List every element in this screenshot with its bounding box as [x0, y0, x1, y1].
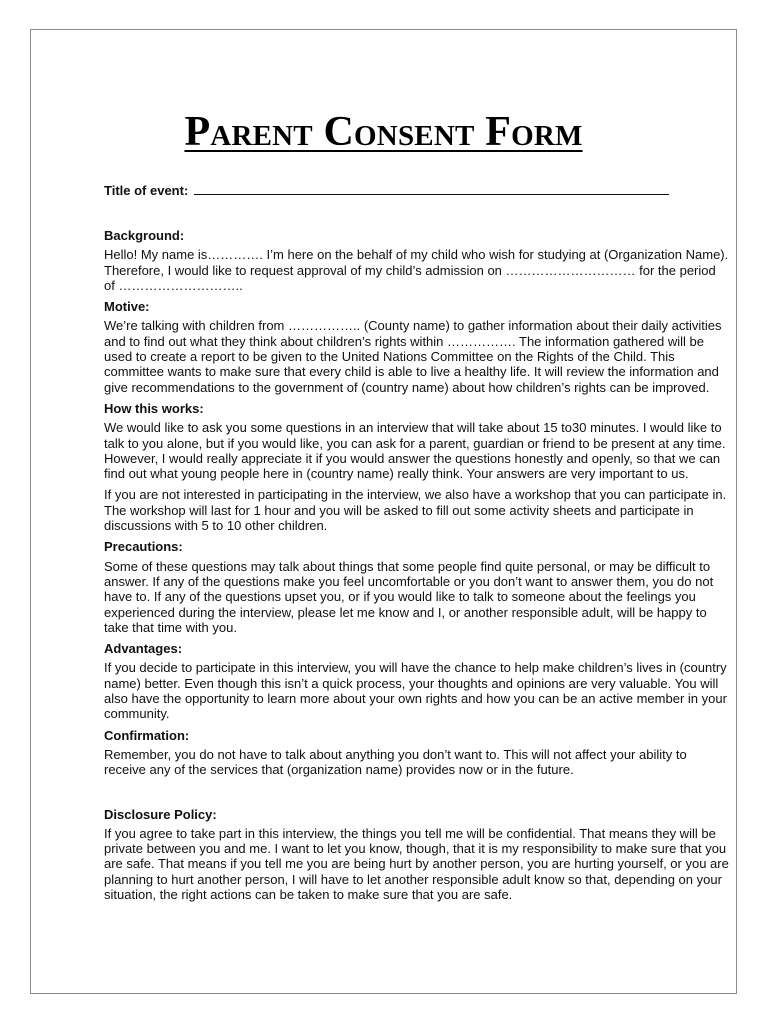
disclosure-policy-heading: Disclosure Policy: [104, 806, 217, 822]
form-body [104, 182, 729, 902]
motive-text: We’re talking with children from …………….. (County name) to gather information about their daily activities and to find out what they think about children’s rights within ……………. The information gathered will be used to create a report to be given to the United Nations Committee on the Rights of the Child. This committee wants to make sure that every child is able to live a healthy life. It will review the information and give recommendations to the government of (country name) about how children’s rights can be improved. [104, 318, 722, 395]
event-title-row [104, 182, 729, 202]
precautions-text: Some of these questions may talk about things that some people find quite personal, or may be difficult to answer. If any of the questions make you feel uncomfortable or you don’t want to answer them, you do not have to. If any of the questions upset you, or if you would like to talk to someone about the feelings you experienced during the interview, please let me know and I, or another responsible adult, will be happy to take that time with you. [104, 558, 714, 635]
precautions-heading: Precautions: [104, 539, 183, 555]
how-this-works-heading: How this works: [104, 400, 204, 416]
event-title-label: Title of event: [104, 183, 189, 198]
advantages-text: If you decide to participate in this interview, you will have the chance to help make children’s lives in (country name) better. Even though this isn’t a quick process, your thoughts and opinions are very valuable. You will also have the opportunity to learn more about your own rights and how you can be an active member in your community. [104, 660, 727, 722]
confirmation-text: Remember, you do not have to talk about anything you don’t want to. This will not affect your ability to receive any of the services that (organization name) provides now or in the future. [104, 746, 687, 778]
how-this-works-text-2: If you are not interested in participating in the interview, we also have a workshop that you can participate in. The workshop will last for 1 hour and you will be asked to fill out some activity sheets and participate in discussions with 5 to 10 other children. [104, 487, 727, 534]
form-title: Parent Consent Form [184, 109, 583, 155]
background-heading: Background: [104, 228, 185, 243]
motive-heading: Motive: [104, 299, 150, 315]
confirmation-heading: Confirmation: [104, 727, 190, 743]
how-this-works-text-1: We would like to ask you some questions in an interview that will take about 15 to30 minutes. I would like to talk to you alone, but if you would like, you can ask for a parent, guardian or friend to be present at any time. However, I would really appreciate it if you would answer the questions honestly and openly, so that we can find out what young people here in (country name) really think. Your answers are very important to us. [104, 420, 726, 482]
document-page [30, 29, 737, 994]
disclosure-policy-text: If you agree to take part in this interview, the things you tell me will be confidential. That means they will be private between you and me. I want to let you know, though, that it is my responsibility to make sure that you are safe. That means if you tell me you are being hurt by another person, you are hurting yourself, or you are planning to hurt another person, I will have to let another responsible adult know so that, depending on your situation, the right actions can be taken to make sure that you are safe. [104, 825, 729, 902]
event-title-blank-line [194, 182, 669, 195]
background-text: Hello! My name is…………. I’m here on the behalf of my child who wish for studying at (Organization Name). Therefore, I would like to request approval of my child’s admission on ………………………… for the period of ……………………….. [104, 247, 729, 293]
advantages-heading: Advantages: [104, 641, 183, 657]
